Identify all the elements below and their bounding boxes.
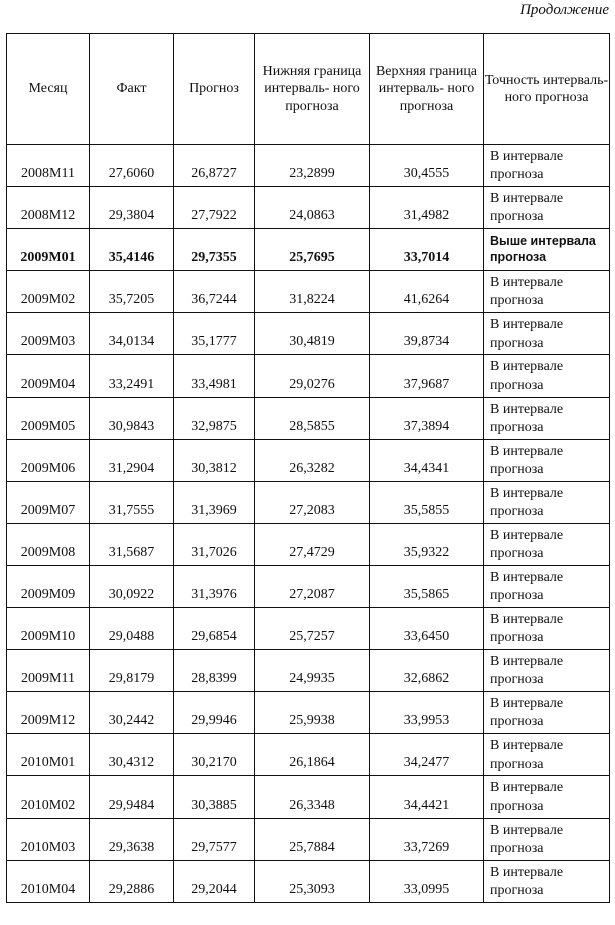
cell-accuracy: В интервале прогноза	[484, 187, 610, 229]
cell-upper-bound: 37,9687	[370, 355, 484, 397]
table-row	[7, 860, 610, 902]
table-row	[7, 734, 610, 776]
header-forecast: Прогноз	[174, 34, 255, 145]
cell-lower-bound: 25,9938	[255, 692, 370, 734]
cell-lower-bound: 25,7257	[255, 608, 370, 650]
cell-accuracy: В интервале прогноза	[484, 439, 610, 481]
cell-fact: 35,7205	[90, 271, 174, 313]
cell-month: 2009M07	[7, 481, 90, 523]
cell-lower-bound: 25,3093	[255, 860, 370, 902]
cell-forecast: 36,7244	[174, 271, 255, 313]
cell-forecast: 29,6854	[174, 608, 255, 650]
cell-forecast: 28,8399	[174, 650, 255, 692]
cell-month: 2009M01	[7, 229, 90, 271]
cell-fact: 30,2442	[90, 692, 174, 734]
cell-accuracy: В интервале прогноза	[484, 523, 610, 565]
cell-lower-bound: 23,2899	[255, 145, 370, 187]
cell-lower-bound: 25,7695	[255, 229, 370, 271]
table-row	[7, 650, 610, 692]
header-upper-bound: Верхняя граница интерваль- ного прогноза	[370, 34, 484, 145]
cell-forecast: 33,4981	[174, 355, 255, 397]
table-row	[7, 313, 610, 355]
table-row	[7, 818, 610, 860]
table-row	[7, 271, 610, 313]
cell-month: 2010M01	[7, 734, 90, 776]
cell-upper-bound: 39,8734	[370, 313, 484, 355]
cell-accuracy: В интервале прогноза	[484, 145, 610, 187]
cell-forecast: 35,1777	[174, 313, 255, 355]
cell-upper-bound: 33,6450	[370, 608, 484, 650]
cell-lower-bound: 24,9935	[255, 650, 370, 692]
continuation-caption: Продолжение	[520, 2, 609, 18]
table-row	[7, 439, 610, 481]
cell-upper-bound: 33,7014	[370, 229, 484, 271]
cell-accuracy: Выше интервала прогноза	[484, 229, 610, 271]
cell-lower-bound: 31,8224	[255, 271, 370, 313]
cell-month: 2009M03	[7, 313, 90, 355]
cell-forecast: 31,3976	[174, 565, 255, 607]
cell-upper-bound: 32,6862	[370, 650, 484, 692]
forecast-table	[6, 33, 610, 903]
cell-accuracy: В интервале прогноза	[484, 860, 610, 902]
cell-lower-bound: 27,4729	[255, 523, 370, 565]
cell-upper-bound: 33,9953	[370, 692, 484, 734]
cell-month: 2010M04	[7, 860, 90, 902]
table-row	[7, 608, 610, 650]
cell-fact: 29,9484	[90, 776, 174, 818]
cell-upper-bound: 35,5865	[370, 565, 484, 607]
cell-month: 2009M09	[7, 565, 90, 607]
cell-month: 2009M05	[7, 397, 90, 439]
cell-upper-bound: 33,7269	[370, 818, 484, 860]
cell-lower-bound: 30,4819	[255, 313, 370, 355]
cell-upper-bound: 35,9322	[370, 523, 484, 565]
cell-forecast: 30,2170	[174, 734, 255, 776]
cell-fact: 27,6060	[90, 145, 174, 187]
cell-month: 2009M12	[7, 692, 90, 734]
cell-forecast: 29,2044	[174, 860, 255, 902]
cell-forecast: 29,7577	[174, 818, 255, 860]
table-row	[7, 481, 610, 523]
cell-upper-bound: 35,5855	[370, 481, 484, 523]
cell-fact: 33,2491	[90, 355, 174, 397]
cell-lower-bound: 28,5855	[255, 397, 370, 439]
cell-upper-bound: 30,4555	[370, 145, 484, 187]
cell-accuracy: В интервале прогноза	[484, 397, 610, 439]
table-body	[7, 145, 610, 903]
cell-forecast: 27,7922	[174, 187, 255, 229]
cell-fact: 30,9843	[90, 397, 174, 439]
cell-month: 2009M10	[7, 608, 90, 650]
cell-fact: 31,5687	[90, 523, 174, 565]
cell-month: 2009M04	[7, 355, 90, 397]
cell-forecast: 30,3885	[174, 776, 255, 818]
cell-lower-bound: 25,7884	[255, 818, 370, 860]
cell-upper-bound: 31,4982	[370, 187, 484, 229]
cell-forecast: 29,9946	[174, 692, 255, 734]
cell-upper-bound: 34,2477	[370, 734, 484, 776]
header-row	[7, 34, 610, 145]
cell-lower-bound: 26,3348	[255, 776, 370, 818]
cell-lower-bound: 27,2087	[255, 565, 370, 607]
cell-accuracy: В интервале прогноза	[484, 565, 610, 607]
cell-upper-bound: 37,3894	[370, 397, 484, 439]
cell-accuracy: В интервале прогноза	[484, 650, 610, 692]
cell-fact: 29,3638	[90, 818, 174, 860]
cell-forecast: 31,3969	[174, 481, 255, 523]
cell-fact: 34,0134	[90, 313, 174, 355]
cell-month: 2008M12	[7, 187, 90, 229]
cell-month: 2009M11	[7, 650, 90, 692]
cell-accuracy: В интервале прогноза	[484, 313, 610, 355]
cell-forecast: 30,3812	[174, 439, 255, 481]
cell-forecast: 26,8727	[174, 145, 255, 187]
cell-fact: 30,4312	[90, 734, 174, 776]
header-accuracy: Точность интерваль- ного прогноза	[484, 34, 610, 145]
cell-fact: 29,8179	[90, 650, 174, 692]
table-row	[7, 187, 610, 229]
table-row	[7, 145, 610, 187]
cell-accuracy: В интервале прогноза	[484, 481, 610, 523]
table-row	[7, 776, 610, 818]
cell-accuracy: В интервале прогноза	[484, 818, 610, 860]
cell-month: 2009M08	[7, 523, 90, 565]
cell-accuracy: В интервале прогноза	[484, 355, 610, 397]
cell-accuracy: В интервале прогноза	[484, 776, 610, 818]
cell-forecast: 32,9875	[174, 397, 255, 439]
table-row	[7, 355, 610, 397]
cell-fact: 35,4146	[90, 229, 174, 271]
cell-month: 2009M06	[7, 439, 90, 481]
cell-accuracy: В интервале прогноза	[484, 271, 610, 313]
cell-accuracy: В интервале прогноза	[484, 734, 610, 776]
table-row	[7, 692, 610, 734]
cell-month: 2010M03	[7, 818, 90, 860]
cell-fact: 29,3804	[90, 187, 174, 229]
cell-accuracy: В интервале прогноза	[484, 608, 610, 650]
cell-lower-bound: 26,1864	[255, 734, 370, 776]
cell-fact: 30,0922	[90, 565, 174, 607]
cell-lower-bound: 29,0276	[255, 355, 370, 397]
cell-upper-bound: 34,4341	[370, 439, 484, 481]
cell-forecast: 31,7026	[174, 523, 255, 565]
table-row	[7, 397, 610, 439]
cell-fact: 29,2886	[90, 860, 174, 902]
cell-lower-bound: 27,2083	[255, 481, 370, 523]
cell-forecast: 29,7355	[174, 229, 255, 271]
cell-lower-bound: 24,0863	[255, 187, 370, 229]
cell-upper-bound: 33,0995	[370, 860, 484, 902]
cell-fact: 29,0488	[90, 608, 174, 650]
cell-month: 2010M02	[7, 776, 90, 818]
cell-fact: 31,7555	[90, 481, 174, 523]
table-row	[7, 523, 610, 565]
table-row	[7, 229, 610, 271]
cell-upper-bound: 34,4421	[370, 776, 484, 818]
cell-lower-bound: 26,3282	[255, 439, 370, 481]
cell-upper-bound: 41,6264	[370, 271, 484, 313]
cell-fact: 31,2904	[90, 439, 174, 481]
cell-accuracy: В интервале прогноза	[484, 692, 610, 734]
header-fact: Факт	[90, 34, 174, 145]
cell-month: 2008M11	[7, 145, 90, 187]
header-month: Месяц	[7, 34, 90, 145]
cell-month: 2009M02	[7, 271, 90, 313]
header-lower-bound: Нижняя граница интерваль- ного прогноза	[255, 34, 370, 145]
table-row	[7, 565, 610, 607]
